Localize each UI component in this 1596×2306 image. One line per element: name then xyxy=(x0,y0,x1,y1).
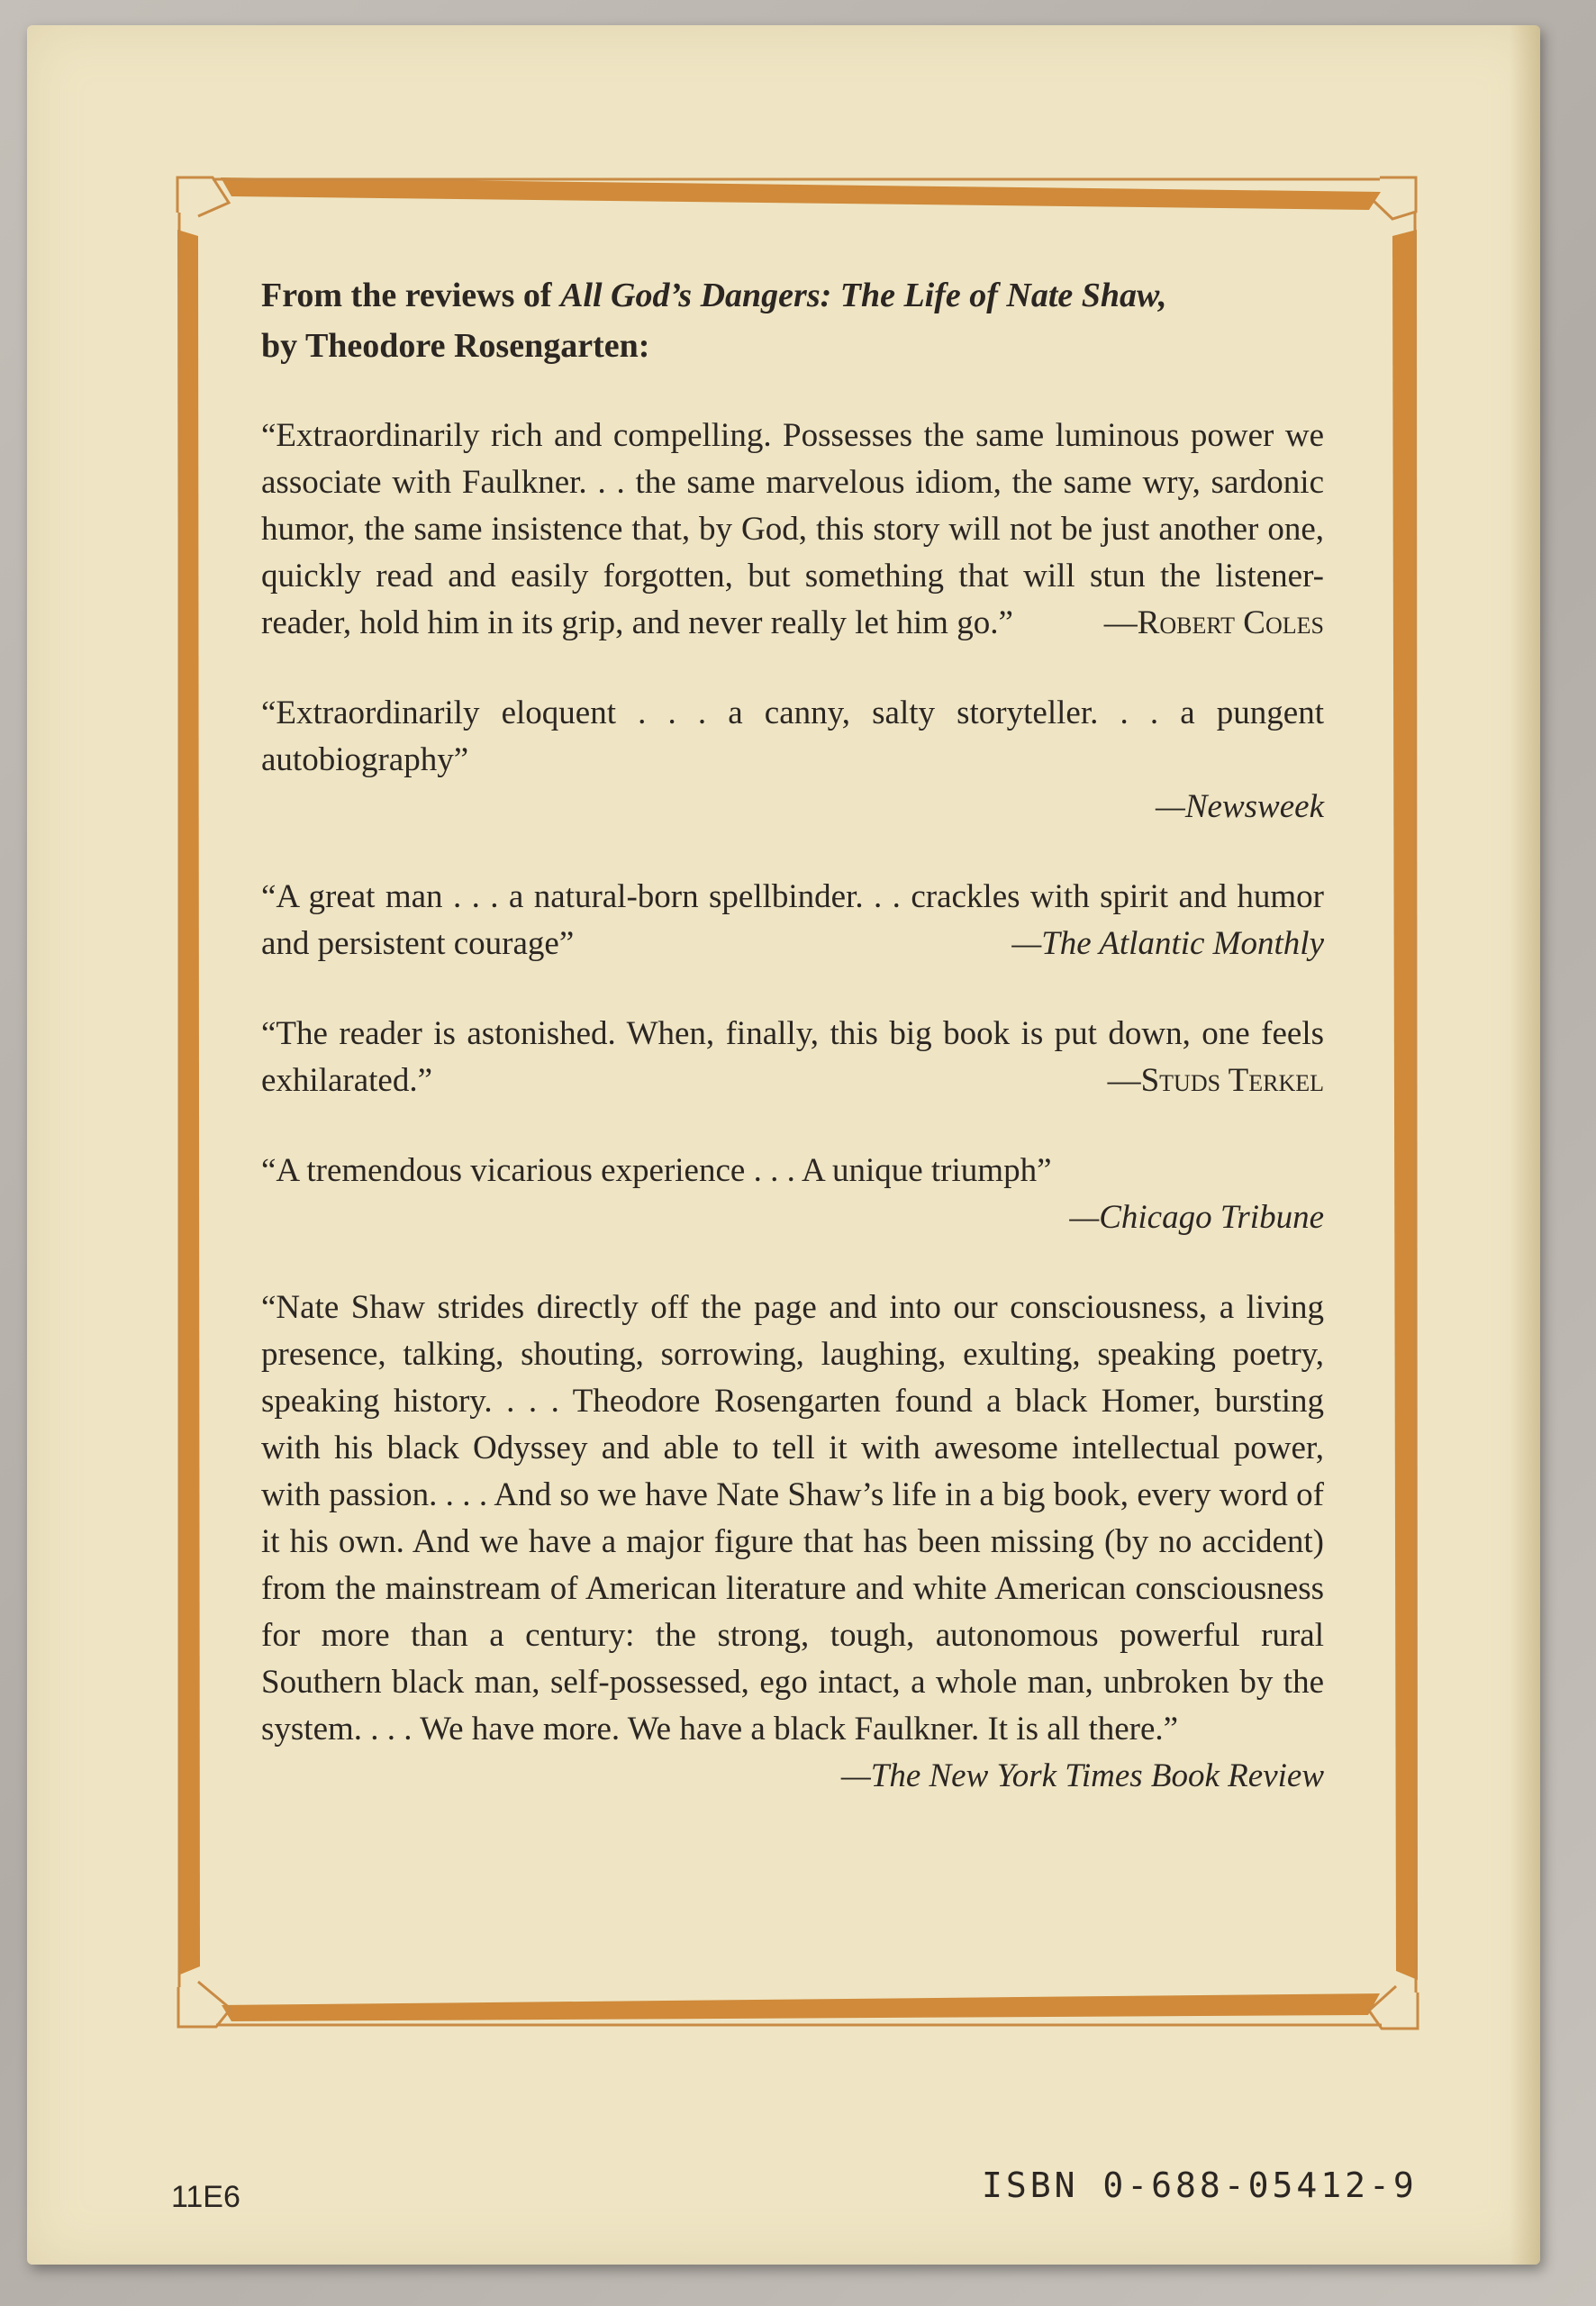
review-source-text: —Robert Coles xyxy=(1103,604,1324,641)
review-quote: “A great man . . . a natural-born spellbinder. . . crackles with spirit and humor and persistent courage” xyxy=(261,878,1324,962)
review-newsweek xyxy=(261,690,1324,831)
intro-prefix: From the reviews of xyxy=(261,277,561,314)
review-atlantic-monthly xyxy=(261,874,1324,967)
review-source-text: —Newsweek xyxy=(1155,788,1324,825)
frame-bar-top xyxy=(221,177,1381,210)
frame-bar-bottom xyxy=(222,1993,1380,2021)
review-quote: “Extraordinarily eloquent . . . a canny, salty storyteller. . . a pungent autobiography” xyxy=(261,695,1324,778)
isbn-number: ISBN 0-688-05412-9 xyxy=(982,2165,1418,2205)
frame-corner-top-left xyxy=(177,177,229,216)
review-studs-terkel xyxy=(261,1011,1324,1104)
frame-corner-top-right xyxy=(1373,177,1416,219)
review-quote: “Nate Shaw strides directly off the page and into our consciousness, a living presence, talking, shouting, sorrowing, laughing, exulting, speaking poetry, speaking history. . . . Theodore Rosengarten found a black Homer, bursting with his black Odyssey and able to tell it with awesome intellectual power, with passion. . . . And so we have Nate Shaw’s life in a big book, every word of it his own. And we have a major figure that has been missing (by no accident) from the mainstream of American literature and white American consciousness for more than a century: the strong, tough, autonomous powerful rural Southern black man, self-possessed, ego intact, a whole man, unbroken by the system. . . . We have more. We have a black Faulkner. It is all there.” xyxy=(261,1289,1324,1748)
review-robert-coles xyxy=(261,413,1324,647)
intro-byline: by Theodore Rosengarten: xyxy=(261,327,650,365)
frame-bar-left xyxy=(177,230,200,1975)
frame-thin-right xyxy=(1415,212,1416,1993)
review-source xyxy=(261,1194,1324,1241)
review-quote: “The reader is astonished. When, finally, this big book is put down, one feels exhilarated.” xyxy=(261,1015,1324,1099)
intro-heading xyxy=(261,270,1324,371)
price-code: 11E6 xyxy=(171,2180,240,2214)
review-source-text: —The New York Times Book Review xyxy=(840,1757,1324,1794)
frame-corner-bottom-left xyxy=(178,1982,231,2027)
review-text-block xyxy=(261,270,1324,1843)
review-source-text: —The Atlantic Monthly xyxy=(1011,925,1324,962)
review-source-text: —Chicago Tribune xyxy=(1069,1199,1324,1236)
review-quote: “A tremendous vicarious experience . . . A unique triumph” xyxy=(261,1152,1052,1189)
frame-corner-bottom-right xyxy=(1369,1986,1418,2029)
review-source-text: —Studs Terkel xyxy=(1107,1062,1324,1099)
review-source xyxy=(261,1753,1324,1800)
review-nyt-book-review xyxy=(261,1285,1324,1800)
intro-book-title: All God’s Dangers: The Life of Nate Shaw, xyxy=(560,277,1167,314)
review-source xyxy=(261,784,1324,831)
review-quote: “Extraordinarily rich and compelling. Possesses the same luminous power we associate with Faulkner. . . the same marvelous idiom, the same wry, sardonic humor, the same insistence that, by God, this story will not be just another one, quickly read and easily forgotten, but something that will stun the listener-reader, hold him in its grip, and never really let him go.” xyxy=(261,417,1324,641)
review-chicago-tribune xyxy=(261,1148,1324,1241)
